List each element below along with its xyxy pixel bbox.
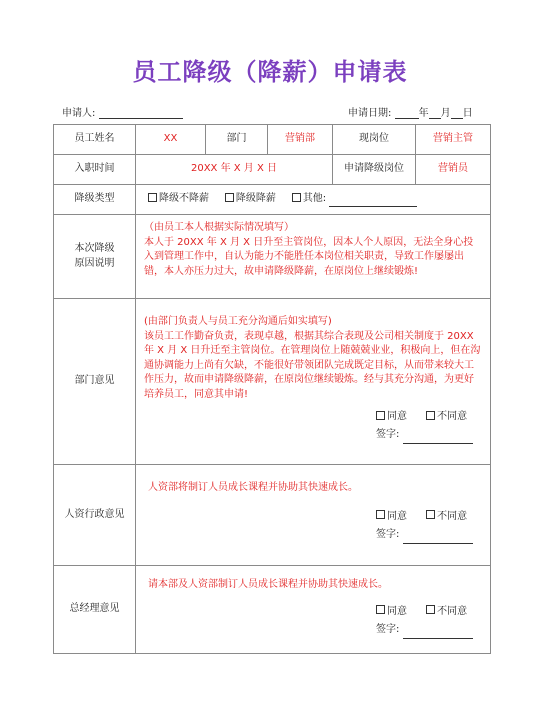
gm-opinion-content[interactable]: [136, 566, 491, 654]
department-sign-block: [144, 408, 482, 444]
disagree-option[interactable]: 不同意: [426, 411, 467, 422]
hr-opinion-label: 人资行政意见: [54, 465, 136, 566]
option-demote-pay-cut[interactable]: 降级降薪: [225, 193, 276, 204]
applicant-input-line[interactable]: [99, 107, 183, 119]
month-input-line[interactable]: [429, 107, 441, 119]
entry-date-label: 入职时间: [54, 155, 136, 185]
checkbox-icon[interactable]: [426, 510, 435, 519]
signature-label: 签字:: [376, 528, 400, 540]
checkbox-icon[interactable]: [376, 605, 385, 614]
year-label: 年: [418, 108, 429, 119]
entry-date-value[interactable]: 20XX 年 X 月 X 日: [136, 155, 333, 185]
employee-name-label: 员工姓名: [54, 125, 136, 155]
demotion-type-options: [136, 185, 491, 215]
applicant-label: 申请人:: [62, 108, 96, 119]
month-label: 月: [440, 108, 451, 119]
agree-option[interactable]: 同意: [376, 411, 407, 422]
checkbox-icon[interactable]: [426, 605, 435, 614]
employee-name-value[interactable]: XX: [136, 125, 206, 155]
reason-content[interactable]: [136, 215, 491, 299]
department-opinion-label: 部门意见: [54, 299, 136, 465]
department-opinion-text: 该员工工作勤奋负责，表现卓越，根据其综合表现及公司相关制度于 20XX 年 X 月 X 日升迁至主管岗位。在管理岗位上随兢兢业业，积极向上，但在沟通协调能力上尚有欠缺，不能很好带领团队完成既定目标，从而带来较大工作压力，故而申请降级降薪，在原岗位继续锻炼。经与其充分沟通，为更好培养员工，同意其申请!: [144, 330, 481, 400]
other-input-line[interactable]: [329, 195, 417, 207]
checkbox-icon[interactable]: [292, 193, 301, 202]
year-input-line[interactable]: [395, 107, 419, 119]
target-position-label: 申请降级岗位: [333, 155, 416, 185]
hr-opinion-text: 人资部将制订人员成长课程并协助其快速成长。: [148, 482, 358, 493]
signature-line[interactable]: [403, 433, 473, 444]
gm-sign-block: [144, 603, 482, 639]
checkbox-icon[interactable]: [148, 193, 157, 202]
disagree-option[interactable]: 不同意: [426, 511, 467, 522]
signature-line[interactable]: [403, 628, 473, 639]
checkbox-icon[interactable]: [426, 411, 435, 420]
demotion-type-label: 降级类型: [54, 185, 136, 215]
checkbox-icon[interactable]: [376, 411, 385, 420]
hr-sign-block: [144, 508, 482, 544]
checkbox-icon[interactable]: [225, 193, 234, 202]
application-table: [53, 124, 491, 654]
option-demote-no-pay-cut[interactable]: 降级不降薪: [148, 193, 209, 204]
signature-label: 签字:: [376, 429, 400, 440]
day-input-line[interactable]: [451, 107, 463, 119]
target-position-value[interactable]: 营销员: [416, 155, 491, 185]
checkbox-icon[interactable]: [376, 510, 385, 519]
department-opinion-hint: (由部门负责人与员工充分沟通后如实填写): [144, 316, 332, 327]
applicant-field: [62, 104, 183, 119]
signature-label: 签字:: [376, 623, 400, 635]
date-label: 申请日期:: [348, 108, 392, 119]
gm-opinion-text: 请本部及人资部制订人员成长课程并协助其快速成长。: [148, 579, 388, 590]
disagree-option[interactable]: 不同意: [426, 606, 467, 617]
reason-label: 本次降级 原因说明: [54, 215, 136, 299]
day-label: 日: [462, 108, 473, 119]
option-other[interactable]: 其他:: [292, 193, 326, 204]
agree-option[interactable]: 同意: [376, 606, 407, 617]
department-value[interactable]: 营销部: [268, 125, 333, 155]
department-opinion-content[interactable]: [136, 299, 491, 465]
current-position-value[interactable]: 营销主管: [416, 125, 491, 155]
gm-opinion-label: 总经理意见: [54, 566, 136, 654]
signature-line[interactable]: [403, 533, 473, 544]
date-field: [348, 104, 473, 119]
reason-text: 本人于 20XX 年 X 月 X 日升至主管岗位，因本人个人原因，无法全身心投入到管理工作中，自认为能力不能胜任本岗位相关职责，导致工作屡屡出错，本人亦压力过大，故申请降级降薪，在原岗位上继续锻炼!: [144, 236, 474, 277]
agree-option[interactable]: 同意: [376, 511, 407, 522]
current-position-label: 现岗位: [333, 125, 416, 155]
hr-opinion-content[interactable]: [136, 465, 491, 566]
page-title: 员工降级（降薪）申请表: [132, 58, 408, 86]
department-label: 部门: [206, 125, 268, 155]
reason-hint: （由员工本人根据实际情况填写）: [144, 222, 294, 233]
